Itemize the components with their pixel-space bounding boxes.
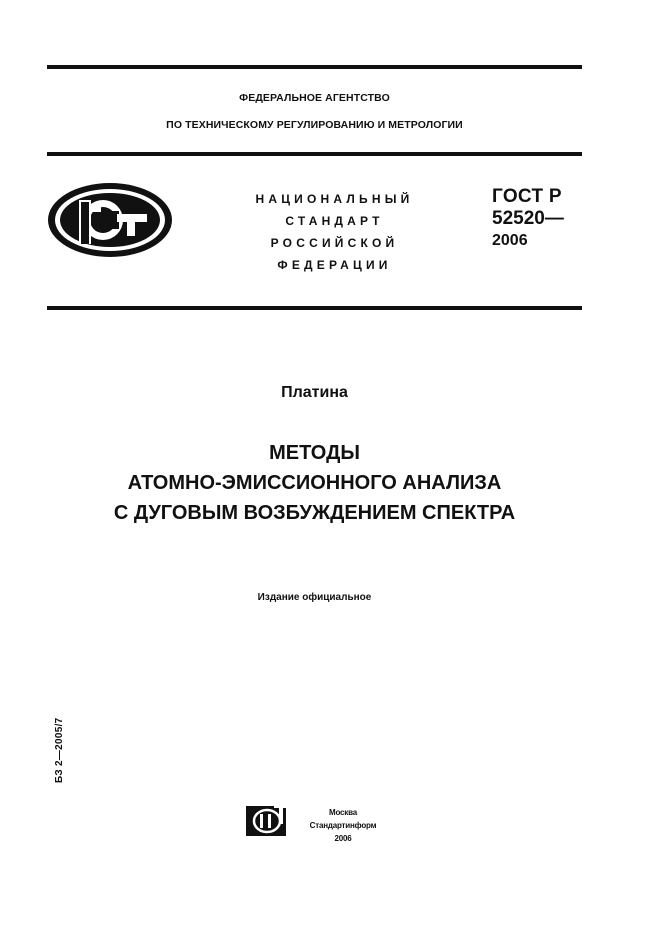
designation-prefix: ГОСТ Р [492,186,562,207]
national-standard-label [232,188,437,276]
document-title [47,438,582,528]
title-line-3: С ДУГОВЫМ ВОЗБУЖДЕНИЕМ СПЕКТРА [113,502,516,524]
rst-gost-emblem-icon [45,180,175,260]
national-line-3: РОССИЙСКОЙ [270,236,399,250]
designation-year: 2006 [492,232,528,249]
agency-line-2: ПО ТЕХНИЧЕСКОМУ РЕГУЛИРОВАНИЮ И МЕТРОЛОГИИ [166,119,463,131]
publisher-name: Стандартинформ [309,821,377,830]
standard-designation [492,186,564,252]
standartinform-mark-icon [246,804,288,838]
national-line-2: СТАНДАРТ [285,214,384,228]
national-line-1: НАЦИОНАЛЬНЫЙ [255,192,414,206]
publisher-year: 2006 [334,834,352,843]
edition-note: Издание официальное [257,592,372,603]
block-rule [47,306,582,310]
title-line-2: АТОМНО-ЭМИССИОННОГО АНАЛИЗА [127,472,502,494]
top-rule [47,65,582,69]
publisher-city: Москва [329,808,357,817]
title-line-1: МЕТОДЫ [269,442,360,464]
agency-line-1: ФЕДЕРАЛЬНОЕ АГЕНТСТВО [239,92,390,104]
subject-title: Платина [281,384,348,401]
national-line-4: ФЕДЕРАЦИИ [277,258,392,272]
side-code: БЗ 2—2005/7 [54,717,65,783]
designation-number: 52520— [492,208,564,229]
header-rule [47,152,582,156]
publisher-info [300,806,386,845]
